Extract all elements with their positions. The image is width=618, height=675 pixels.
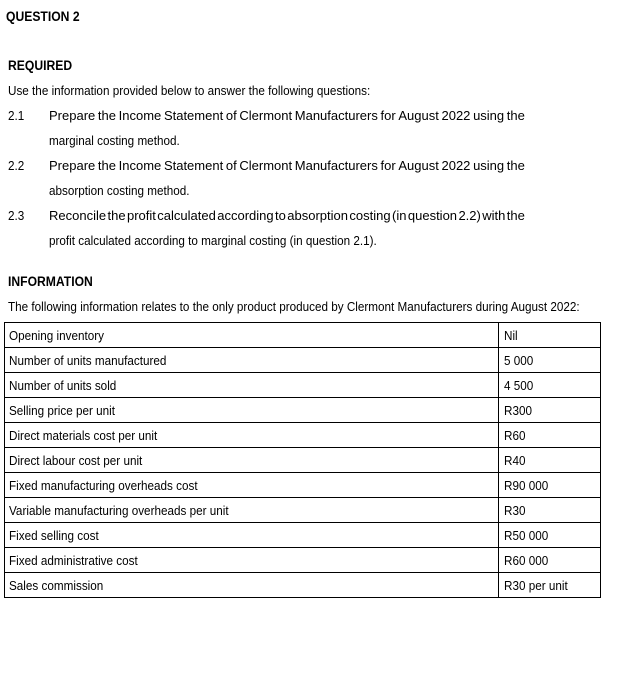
table-row <box>5 498 601 523</box>
row-value: R60 000 <box>499 548 601 573</box>
item-number: 2.3 <box>8 208 25 223</box>
item-text-line2: profit calculated according to marginal costing (in question 2.1). <box>49 233 377 248</box>
row-label: Selling price per unit <box>5 398 499 423</box>
row-label: Sales commission <box>5 573 499 598</box>
word: according <box>217 208 274 223</box>
word: August <box>398 158 439 173</box>
row-value: R30 <box>499 498 601 523</box>
question-item-2-3 <box>0 208 618 252</box>
row-value: R90 000 <box>499 473 601 498</box>
word: Manufacturers <box>294 158 378 173</box>
table-row <box>5 398 601 423</box>
row-label: Opening inventory <box>5 323 499 348</box>
word: with <box>482 208 506 223</box>
word: Income <box>118 158 162 173</box>
word: 2.2) <box>458 208 481 223</box>
question-title: QUESTION 2 <box>6 9 80 24</box>
item-number: 2.2 <box>8 158 25 173</box>
word: Clermont <box>239 108 293 123</box>
word: Prepare <box>49 158 96 173</box>
word: the <box>97 108 116 123</box>
word: question <box>407 208 458 223</box>
row-label: Direct materials cost per unit <box>5 423 499 448</box>
word: costing <box>349 208 391 223</box>
word: using <box>473 158 505 173</box>
word: August <box>398 108 439 123</box>
table-row <box>5 323 601 348</box>
information-intro: The following information relates to the only product produced by Clermont Manufacturers during August 2022: <box>8 299 580 314</box>
word: profit <box>126 208 156 223</box>
question-item-2-1 <box>0 108 618 152</box>
item-number: 2.1 <box>8 108 25 123</box>
row-value: R30 per unit <box>499 573 601 598</box>
row-label: Direct labour cost per unit <box>5 448 499 473</box>
item-text-line1 <box>49 108 525 123</box>
word: calculated <box>157 208 216 223</box>
item-text-line2: absorption costing method. <box>49 183 190 198</box>
table-row <box>5 423 601 448</box>
table-row <box>5 573 601 598</box>
word: of <box>225 158 237 173</box>
word: (in <box>392 208 407 223</box>
word: the <box>97 158 116 173</box>
word: Prepare <box>49 108 96 123</box>
row-label: Fixed manufacturing overheads cost <box>5 473 499 498</box>
word: the <box>506 208 525 223</box>
required-intro: Use the information provided below to answer the following questions: <box>8 83 371 98</box>
row-value: R300 <box>499 398 601 423</box>
row-label: Number of units sold <box>5 373 499 398</box>
word: the <box>506 108 525 123</box>
word: the <box>506 158 525 173</box>
row-label: Number of units manufactured <box>5 348 499 373</box>
word: the <box>107 208 126 223</box>
word: for <box>380 158 396 173</box>
information-table <box>4 322 601 598</box>
row-label: Fixed administrative cost <box>5 548 499 573</box>
word: Manufacturers <box>294 108 378 123</box>
row-value: 5 000 <box>499 348 601 373</box>
row-value: R60 <box>499 423 601 448</box>
table-row <box>5 473 601 498</box>
word: Statement <box>163 158 224 173</box>
word: Clermont <box>239 158 293 173</box>
item-text-line1 <box>49 208 525 223</box>
word: Statement <box>163 108 224 123</box>
table-row <box>5 548 601 573</box>
information-heading: INFORMATION <box>8 274 93 289</box>
table-row <box>5 348 601 373</box>
word: of <box>225 108 237 123</box>
word: using <box>473 108 505 123</box>
row-value: R50 000 <box>499 523 601 548</box>
word: 2022 <box>441 158 471 173</box>
word: absorption <box>287 208 348 223</box>
word: to <box>275 208 286 223</box>
table-row <box>5 373 601 398</box>
word: Income <box>118 108 162 123</box>
row-value: R40 <box>499 448 601 473</box>
question-item-2-2 <box>0 158 618 202</box>
table-row <box>5 448 601 473</box>
row-label: Variable manufacturing overheads per unit <box>5 498 499 523</box>
required-heading: REQUIRED <box>8 58 73 73</box>
item-text-line1 <box>49 158 525 173</box>
word: 2022 <box>441 108 471 123</box>
row-value: Nil <box>499 323 601 348</box>
row-value: 4 500 <box>499 373 601 398</box>
item-text-line2: marginal costing method. <box>49 133 180 148</box>
word: Reconcile <box>49 208 107 223</box>
table-row <box>5 523 601 548</box>
row-label: Fixed selling cost <box>5 523 499 548</box>
word: for <box>380 108 396 123</box>
